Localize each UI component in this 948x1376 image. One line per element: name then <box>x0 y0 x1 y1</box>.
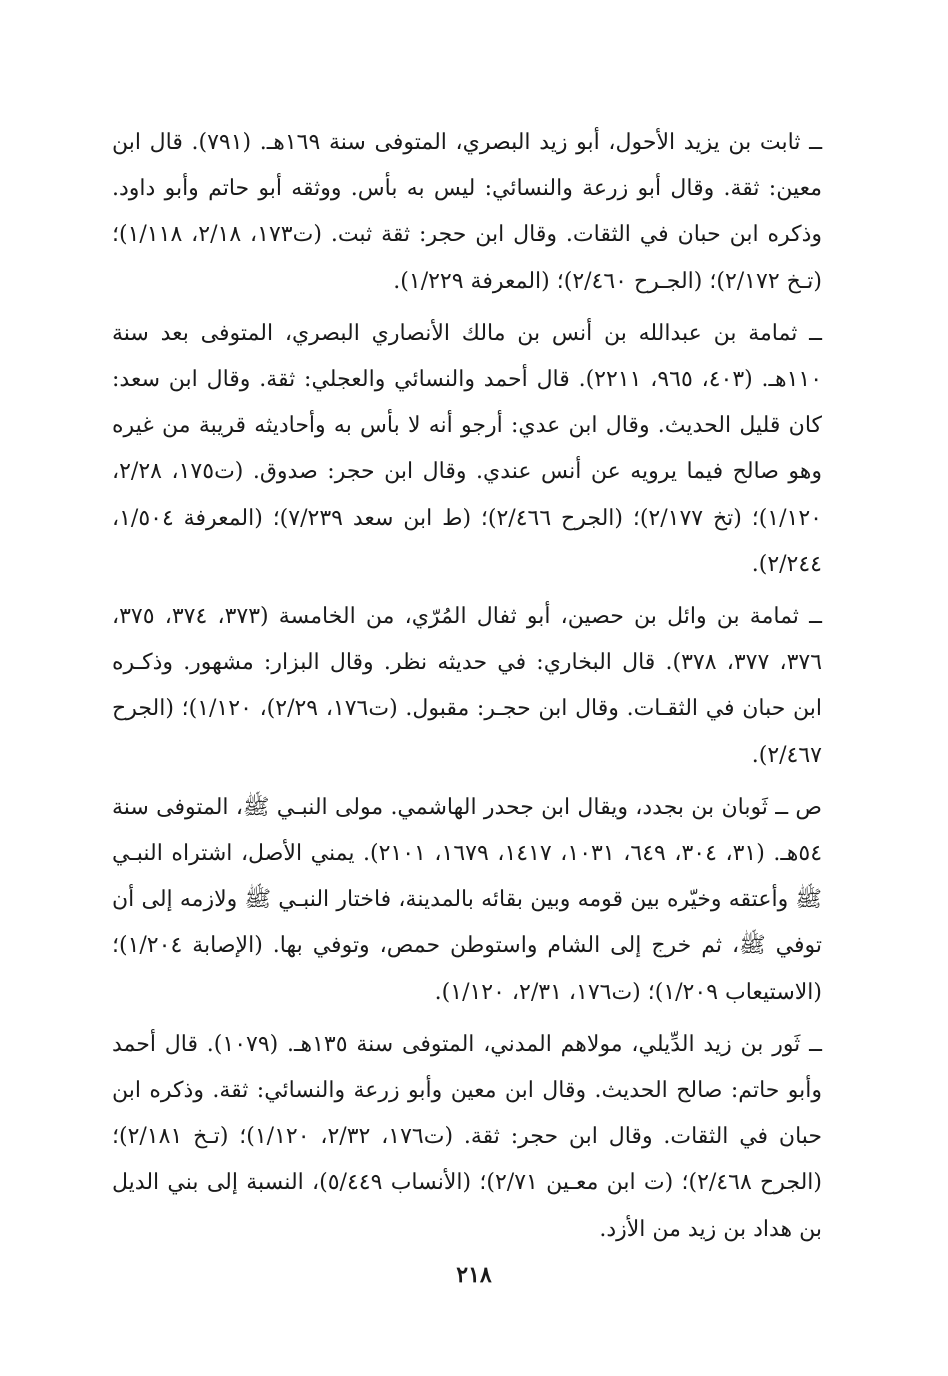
page-number: ٢١٨ <box>456 1262 492 1288</box>
entry-thabit-ibn-yazid: ــ ثابت بن يزيد الأحول، أبو زيد البصري، المتوفى سنة ١٦٩هـ. (٧٩١). قال ابن معين: ثقة. وقال أبو زرعة والنسائي: ليس به بأس. ووثقه أبو حاتم وأبو داود. وذكره ابن حبان في الثقات. وقال ابن حجر: ثقة ثبت. (ت١٧٣، ٢/١٨، ١/١١٨)؛ (تـخ ٢/١٧٢)؛ (الجـرح ٢/٤٦٠)؛ (المعرفة ١/٢٢٩). <box>112 130 823 294</box>
entry-thawr-ibn-zayd: ــ ثَور بن زيد الدِّيلي، مولاهم المدني، المتوفى سنة ١٣٥هـ. (١٠٧٩). قال أحمد وأبو حاتم: صالح الحديث. وقال ابن معين وأبو زرعة والنسائي: ثقة. وذكره ابن حبان في الثقات. وقال ابن حجر: ثقة. (ت١٧٦، ٢/٣٢، ١/١٢٠)؛ (تـخ ٢/١٨١)؛ (الجرح ٢/٤٦٨)؛ (ت ابن معـين ٢/٧١)؛ (الأنساب ٥/٤٤٩)، النسبة إلى بني الديل بن هداد بن زيد من الأزد. <box>112 1031 823 1242</box>
entry-thumama-ibn-wail: ــ ثمامة بن وائل بن حصين، أبو ثفال المُرّي، من الخامسة (٣٧٣، ٣٧٤، ٣٧٥، ٣٧٦، ٣٧٧، ٣٧٨). قال البخاري: في حديثه نظر. وقال البزار: مشهور. وذكـره ابن حبان في الثقـات. وقال ابن حجـر: مقبول. (ت١٧٦، ٢/٢٩)، ١/١٢٠)؛ (الجرح ٢/٤٦٧). <box>112 604 823 768</box>
entry-thawban-ibn-bujdud: ص ــ ثَوبان بن بجدد، ويقال ابن جحدر الهاشمي. مولى النبـي ﷺ، المتوفى سنة ٥٤هـ. (٣١، ٣٠٤، ٦٤٩، ١٠٣١، ١٤١٧، ١٦٧٩، ٢١٠١). يمني الأصل، اشتراه النبـي ﷺ وأعتقه وخيّره بين قومه وبين بقائه بالمدينة، فاختار النبـي ﷺ ولازمه إلى أن توفي ﷺ، ثم خرج إلى الشام واستوطن حمص، وتوفي بها. (الإصابة ١/٢٠٤)؛ (الاستيعاب ١/٢٠٩)؛ (ت١٧٦، ٢/٣١، ١/١٢٠). <box>112 794 823 1005</box>
biography-entries <box>112 120 822 1259</box>
entry-thumama-ibn-abdullah: ــ ثمامة بن عبدالله بن أنس بن مالك الأنصاري البصري، المتوفى بعد سنة ١١٠هـ. (٤٠٣، ٩٦٥، ٢٢١١). قال أحمد والنسائي والعجلي: ثقة. وقال ابن سعد: كان قليل الحديث. وقال ابن عدي: أرجو أنه لا بأس به وأحاديثه قريبة من غيره وهو صالح فيما يرويه عن أنس عندي. وقال ابن حجر: صدوق. (ت١٧٥، ٢/٢٨، ١/١٢٠)؛ (تخ ٢/١٧٧)؛ (الجرح ٢/٤٦٦)؛ (ط ابن سعد ٧/٢٣٩)؛ (المعرفة ١/٥٠٤، ٢/٢٤٤). <box>112 320 823 577</box>
